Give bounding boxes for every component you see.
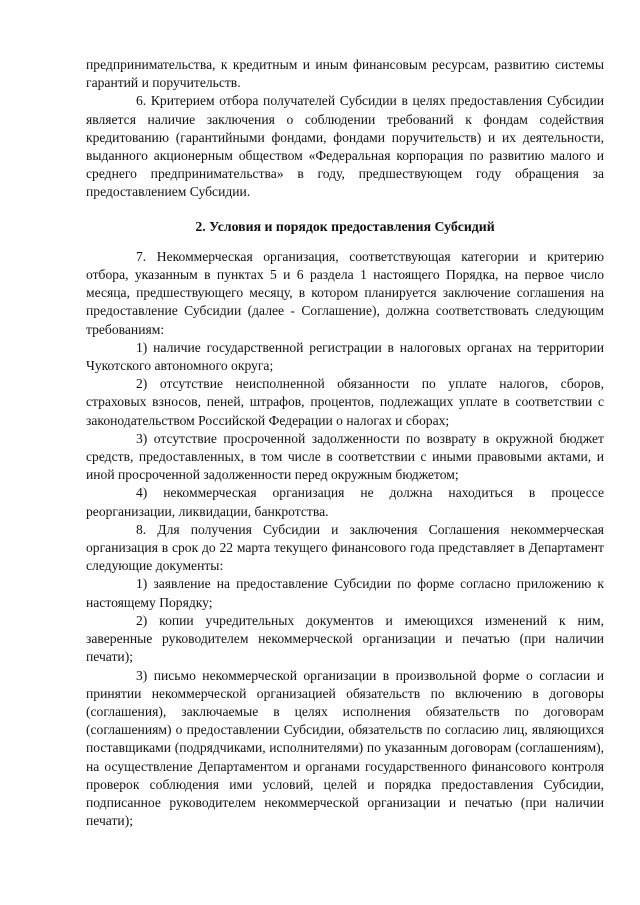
paragraph-subitem-7-1: 1) наличие государственной регистрации в налоговых органах на территории Чукотского автономного округа; <box>86 339 604 374</box>
paragraph-continuation: предпринимательства, к кредитным и иным финансовым ресурсам, развитию системы гарантий и поручительств. <box>86 57 604 91</box>
paragraph-subitem-8-2: 2) копии учредительных документов и имеющихся изменений к ним, заверенные руководителем некоммерческой организации и печатью (при наличии печати); <box>86 612 604 665</box>
paragraph-subitem-7-3: 3) отсутствие просроченной задолженности по возврату в окружной бюджет средств, предоставленных, в том числе в соответствии с иными правовыми актами, и иной просроченной задолженности перед окружным бюджетом; <box>86 430 604 483</box>
section-heading: 2. Условия и порядок предоставления Субсидий <box>195 218 495 234</box>
paragraph-subitem-8-3: 3) письмо некоммерческой организации в произвольной форме о согласии и принятии некоммерческой организацией обязательств по включению в договоры (соглашения), заключаемые в целях исполнения обязательств по договорам (соглашениям) о предоставлении Субсидии, обязательств по согласию лиц, являющихся поставщиками (подрядчиками, исполнителями) по указанным договорам (соглашениям), на осуществление Департаментом и органами государственного финансового контроля проверок соблюдения ими условий, целей и порядка предоставления Субсидии, подписанное руководителем некоммерческой организации и печатью (при наличии печати); <box>86 667 604 829</box>
document-page <box>86 56 604 830</box>
paragraph-item-8: 8. Для получения Субсидии и заключения Соглашения некоммерческая организация в срок до 22 марта текущего финансового года представляет в Департамент следующие документы: <box>86 521 604 574</box>
paragraph-subitem-7-2: 2) отсутствие неисполненной обязанности по уплате налогов, сборов, страховых взносов, пеней, штрафов, процентов, подлежащих уплате в соответствии с законодательством Российской Федерации о налогах и сборах; <box>86 376 604 428</box>
paragraph-item-6: 6. Критерием отбора получателей Субсидии в целях предоставления Субсидии является наличие заключения о соблюдении требований к фондам содействия кредитованию (гарантийными фондами, фондами поручительств) и их деятельности, выданного акционерным обществом «Федеральная корпорация по развитию малого и среднего предпринимательства» в году, предшествующем году обращения за предоставлением Субсидии. <box>86 93 604 200</box>
paragraph-item-7: 7. Некоммерческая организация, соответствующая категории и критерию отбора, указанным в пунктах 5 и 6 раздела 1 настоящего Порядка, на первое число месяца, предшествующего месяцу, в котором планируется заключение соглашения на предоставление Субсидии (далее - Соглашение), должна соответствовать следующим требованиям: <box>86 248 604 337</box>
paragraph-subitem-7-4: 4) некоммерческая организация не должна находиться в процессе реорганизации, ликвидации, банкротства. <box>86 485 604 519</box>
paragraph-subitem-8-1: 1) заявление на предоставление Субсидии по форме согласно приложению к настоящему Порядку; <box>86 576 604 610</box>
